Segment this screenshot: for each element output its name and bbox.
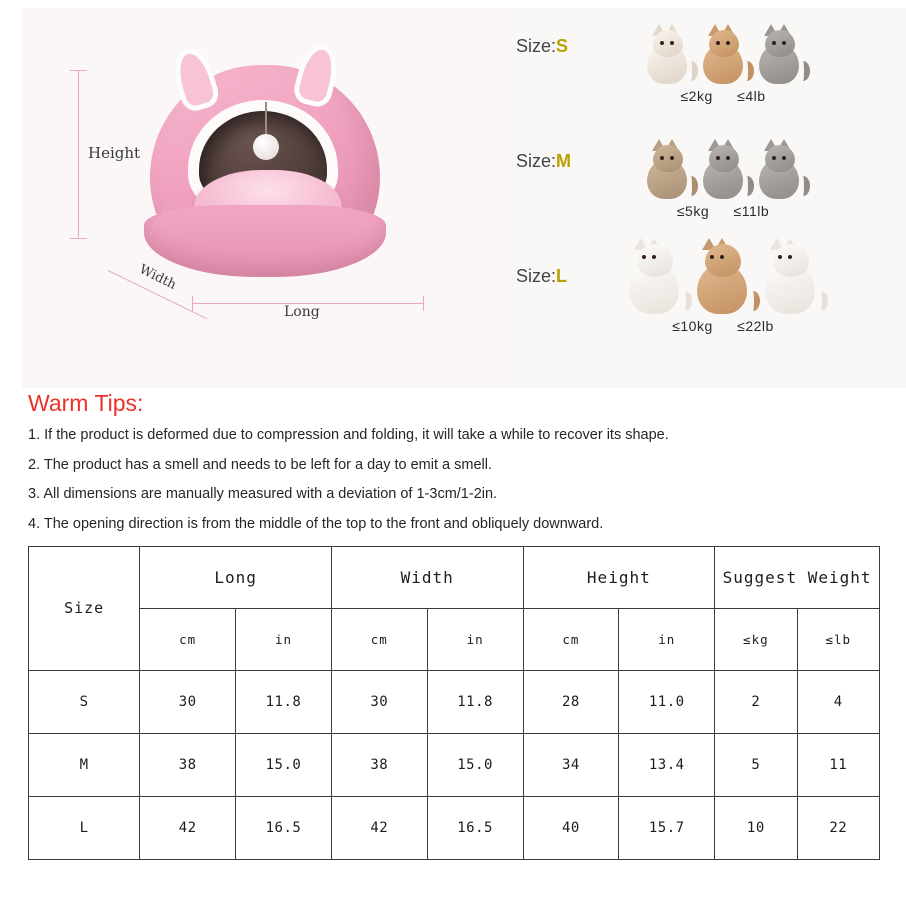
size-word: Size: [516,151,557,171]
specification-table [28,546,880,860]
cell-long-in: 15.0 [236,733,332,796]
header-long: Long [140,546,332,608]
cell-weight-lb: 22 [797,796,879,859]
size-value: M [556,151,572,171]
header-width: Width [331,546,523,608]
size-label-s [502,8,598,57]
cell-long-cm: 38 [140,733,236,796]
warm-tips-title: Warm Tips: [28,390,144,416]
height-guide-line [78,70,79,238]
unit-height-cm: cm [523,608,619,670]
table-row [29,670,880,733]
weight-lb: ≤22lb [737,318,774,334]
long-label: Long [284,304,320,320]
cell-size: M [29,733,140,796]
table-row [29,796,880,859]
cat-photo-l [598,238,848,314]
header-suggest-weight: Suggest Weight [715,546,880,608]
kitten-icon [759,236,823,314]
size-label-m [502,123,598,172]
kitten-icon [697,22,749,84]
weight-kg: ≤10kg [672,318,713,334]
cell-weight-lb: 4 [797,670,879,733]
cell-width-in: 15.0 [427,733,523,796]
cell-weight-lb: 11 [797,733,879,796]
weight-kg: ≤2kg [680,88,713,104]
pom-pom-toy-icon [253,134,279,160]
table-header-groups [29,546,880,608]
size-value: S [556,36,569,56]
table-row [29,733,880,796]
cell-height-in: 15.7 [619,796,715,859]
cell-long-in: 16.5 [236,796,332,859]
cell-height-cm: 34 [523,733,619,796]
kitten-icon [691,236,755,314]
header-size: Size [29,546,140,670]
warm-tip-item: 4. The opening direction is from the middle of the top to the front and obliquely downward. [28,516,604,533]
weight-range-m [598,203,848,219]
size-guide-panel [502,8,906,388]
weight-range-l [598,318,848,334]
bed-base [144,205,386,277]
kitten-icon [753,137,805,199]
cat-photo-s [598,8,848,84]
width-label: Width [136,262,179,293]
unit-weight-kg: ≤kg [715,608,797,670]
header-height: Height [523,546,715,608]
cat-photo-m [598,123,848,199]
cell-weight-kg: 10 [715,796,797,859]
long-tick-left [192,296,193,311]
cell-long-in: 11.8 [236,670,332,733]
size-word: Size: [516,36,557,56]
unit-long-cm: cm [140,608,236,670]
weight-range-s [598,88,848,104]
cat-block-l [598,238,848,334]
cell-width-cm: 38 [331,733,427,796]
height-tick-bottom [70,238,87,239]
cat-block-s [598,8,848,104]
cell-height-in: 13.4 [619,733,715,796]
cell-size: S [29,670,140,733]
size-value: L [556,266,568,286]
kitten-icon [641,22,693,84]
cell-width-cm: 42 [331,796,427,859]
top-section [0,0,906,380]
cell-long-cm: 30 [140,670,236,733]
pet-bed-graphic [102,30,432,300]
warm-tip-item: 1. If the product is deformed due to compression and folding, it will take a while to recover its shape. [28,427,669,443]
cell-width-in: 16.5 [427,796,523,859]
weight-lb: ≤4lb [737,88,766,104]
height-label: Height [88,144,141,162]
unit-width-cm: cm [331,608,427,670]
size-guide-row [502,8,906,123]
cell-weight-kg: 2 [715,670,797,733]
unit-height-in: in [619,608,715,670]
cell-width-cm: 30 [331,670,427,733]
long-tick-right [423,296,424,311]
cell-width-in: 11.8 [427,670,523,733]
warm-tip-item: 3. All dimensions are manually measured with a deviation of 1-3cm/1-2in. [28,486,498,503]
kitten-icon [697,137,749,199]
cat-block-m [598,123,848,219]
size-label-l [502,238,598,287]
unit-weight-lb: ≤lb [797,608,879,670]
cell-size: L [29,796,140,859]
weight-lb: ≤11lb [733,203,770,219]
warm-tip-item: 2. The product has a smell and needs to be left for a day to emit a smell. [28,456,492,473]
unit-width-in: in [427,608,523,670]
cell-height-cm: 28 [523,670,619,733]
size-guide-row [502,123,906,238]
cell-height-cm: 40 [523,796,619,859]
kitten-icon [641,137,693,199]
kitten-icon [623,236,687,314]
product-illustration [22,8,502,388]
size-guide-row [502,238,906,353]
warm-tips-section [28,390,888,533]
unit-long-in: in [236,608,332,670]
table-header-units [29,608,880,670]
height-tick-top [70,70,87,71]
cell-weight-kg: 5 [715,733,797,796]
kitten-icon [753,22,805,84]
weight-kg: ≤5kg [676,203,710,219]
size-word: Size: [516,266,557,286]
cell-height-in: 11.0 [619,670,715,733]
cell-long-cm: 42 [140,796,236,859]
